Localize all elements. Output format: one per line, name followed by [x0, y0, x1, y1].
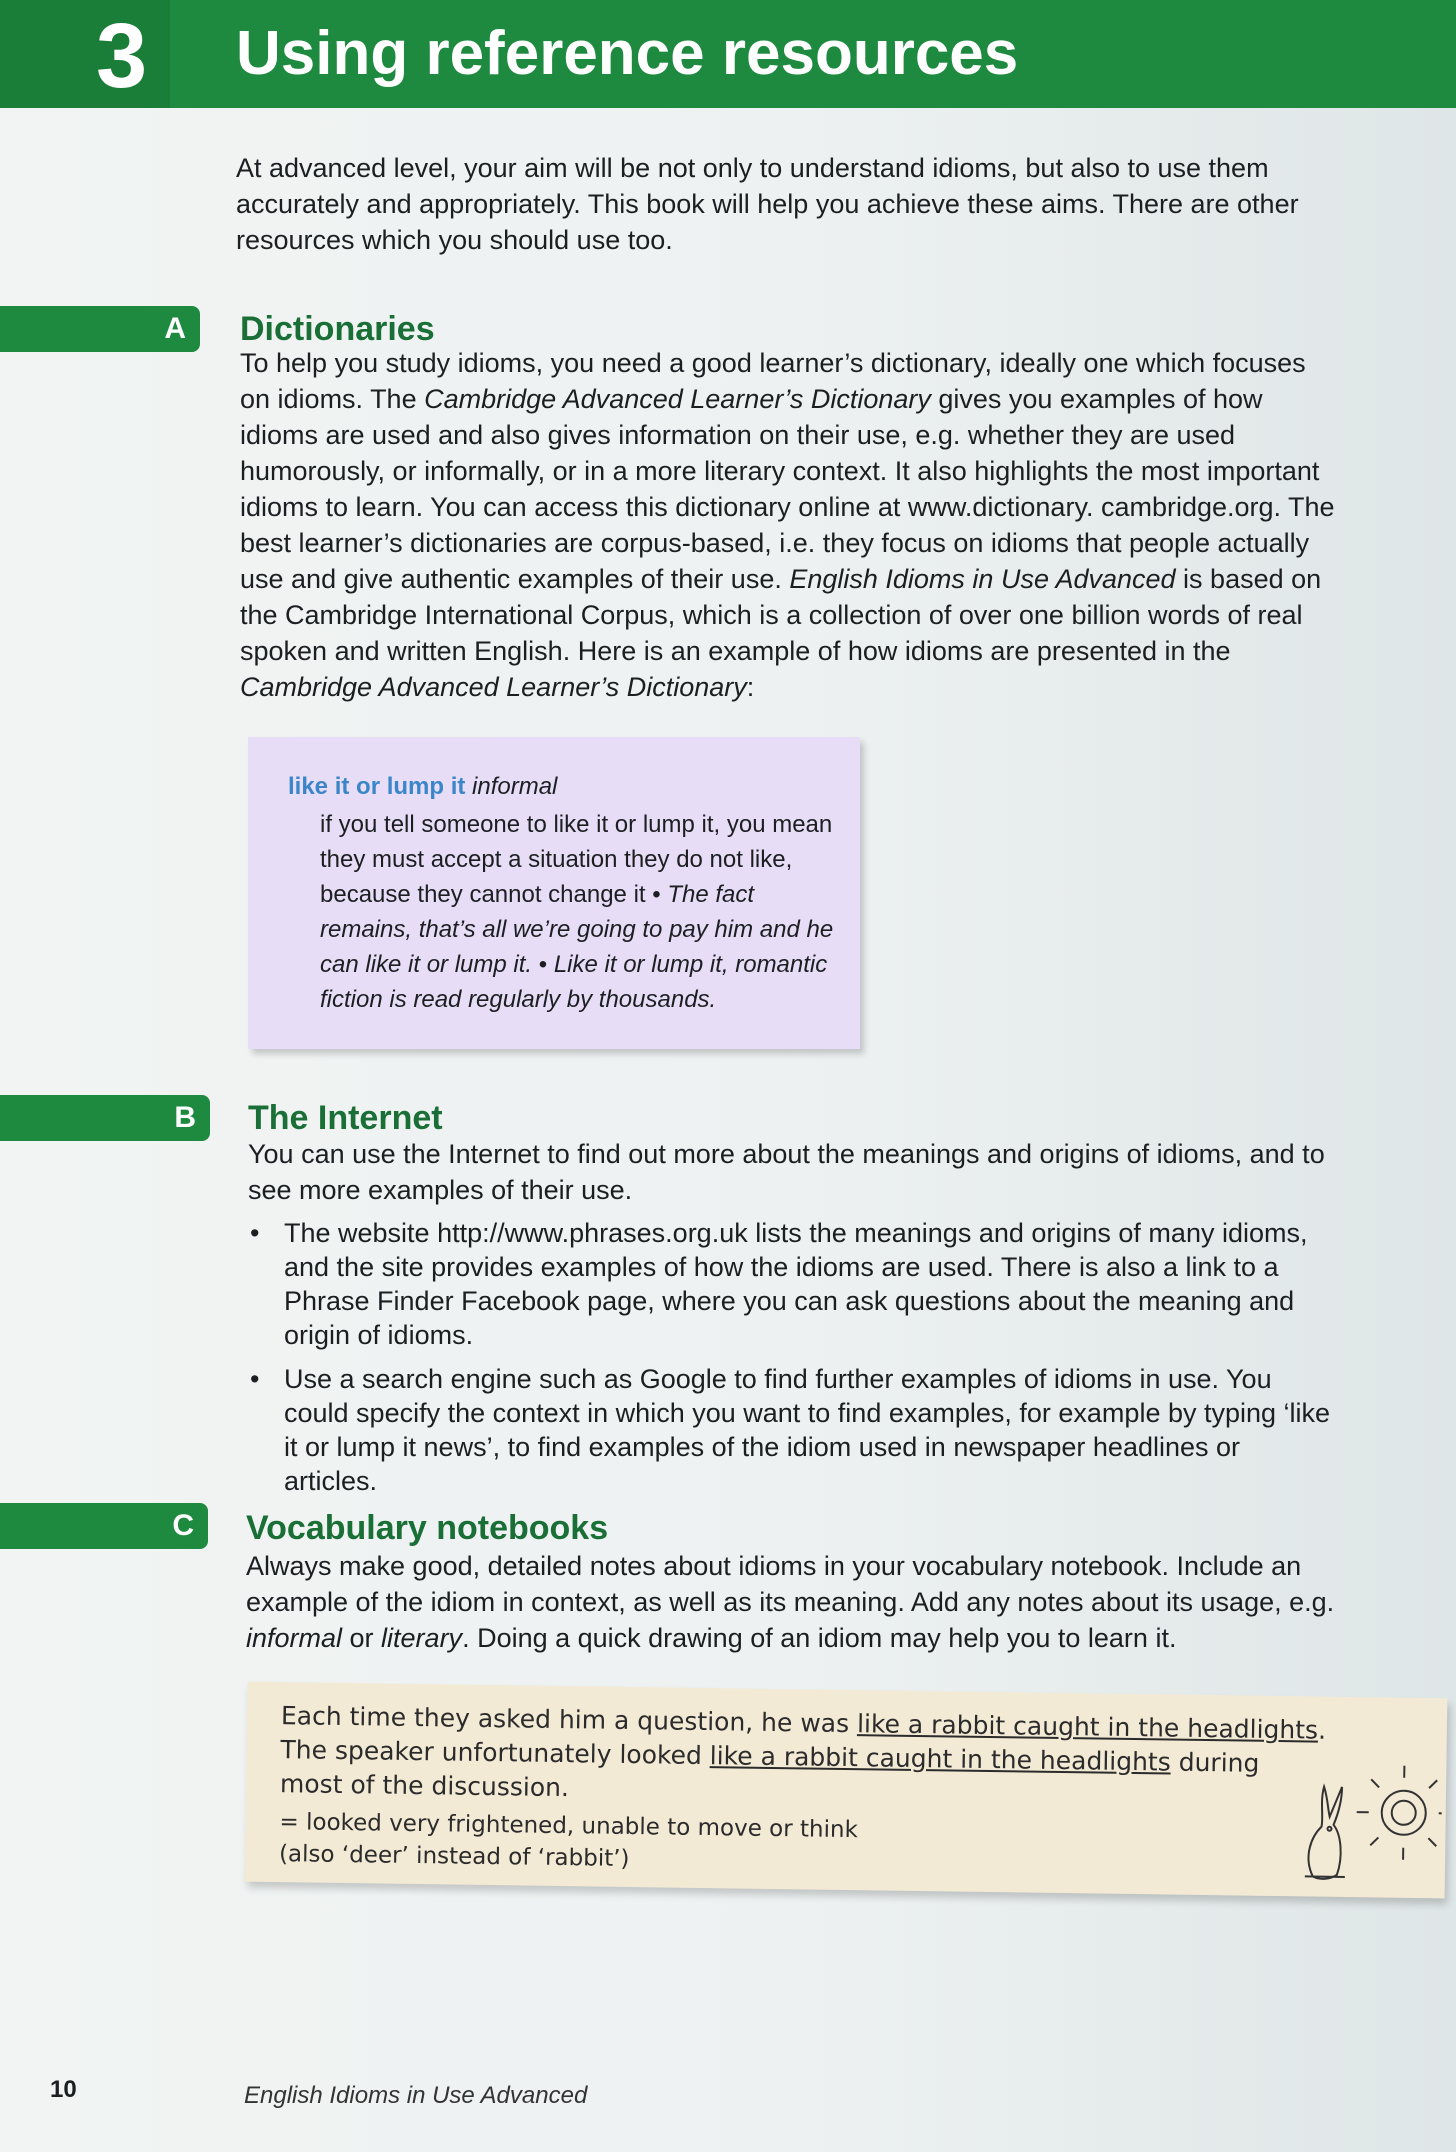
section-tab-a [0, 306, 200, 352]
notebook-note: (also ‘deer’ instead of ‘rabbit’) [278, 1841, 630, 1872]
unit-number-box [0, 0, 170, 108]
section-heading-internet: The Internet [248, 1099, 443, 1137]
section-text-dictionaries [240, 345, 1340, 705]
book-title-italic: English Idioms in Use Advanced [789, 564, 1176, 594]
bullet-icon: • [250, 1218, 260, 1248]
underlined-idiom: like a rabbit caught in the headlights [856, 1709, 1319, 1745]
register-italic: literary [381, 1623, 463, 1653]
section-heading-vocabulary-notebooks: Vocabulary notebooks [246, 1509, 609, 1547]
list-item [250, 1216, 1340, 1352]
section-tab-b [0, 1095, 210, 1141]
section-text-notebooks [246, 1548, 1356, 1656]
example-separator: • [532, 951, 554, 978]
internet-bullet-list [250, 1216, 1340, 1508]
section-tab-c [0, 1503, 208, 1549]
text-run: : [746, 672, 755, 702]
unit-number: 3 [96, 5, 148, 107]
dictionary-example: The fact remains, that’s all we’re going to pay him and he can like it or lump it. [320, 881, 834, 978]
text-run: Each time they asked him a question, he was [280, 1701, 858, 1739]
dictionary-headword: like it or lump it [288, 773, 466, 800]
unit-header [0, 0, 1456, 108]
text-run: To help you study idioms, you need a good learner’s dictionary, ideally one which focuses on idioms. The [240, 348, 1306, 414]
section-text-internet: You can use the Internet to find out more about the meanings and origins of idioms, and to see more examples of their use. [248, 1139, 1325, 1205]
dictionary-example: Like it or lump it, romantic fiction is read regularly by thousands. [320, 951, 828, 1013]
dictionary-entry-box [248, 737, 860, 1049]
dictionary-headword-line [288, 771, 557, 803]
dictionary-register-label: informal [472, 773, 558, 800]
notebook-example-box [245, 1682, 1448, 1899]
text-run: . [1317, 1715, 1327, 1745]
text-run: gives you examples of how idioms are used and also gives information on their use, e.g. whether they are used humorously, or informally, or in a more literary context. It also highlights the most important idioms to learn. You can access this dictionary online at www.dictionary. cambridge.org. The best learner’s dictionaries are corpus-based, i.e. they focus on idioms that people actually use and give authentic examples of their use. [240, 384, 1335, 594]
underlined-idiom: like a rabbit caught in the headlights [709, 1741, 1171, 1777]
register-italic: informal [246, 1623, 343, 1653]
rabbit-headlights-drawing-icon [1293, 1756, 1445, 1888]
notebook-meaning: = looked very frightened, unable to move or think [279, 1809, 859, 1844]
section-heading-dictionaries: Dictionaries [240, 310, 435, 348]
bullet-icon: • [250, 1364, 260, 1394]
text-run: during [1170, 1747, 1260, 1778]
footer-book-title: English Idioms in Use Advanced [244, 2082, 588, 2109]
text-run: or [342, 1623, 382, 1653]
book-title-italic: Cambridge Advanced Learner’s Dictionary [240, 672, 747, 702]
book-title-italic: Cambridge Advanced Learner’s Dictionary [424, 384, 931, 414]
text-run: . Doing a quick drawing of an idiom may help you to learn it. [462, 1623, 1177, 1653]
section-letter-c: C [172, 1509, 194, 1542]
bullet-text: Use a search engine such as Google to find further examples of idioms in use. You could specify the context in which you want to find examples, for example by typing ‘like it or lump it news’, to find examples of the idiom used in newspaper headlines or articles. [284, 1364, 1331, 1496]
intro-paragraph: At advanced level, your aim will be not only to understand idioms, but also to use them accurately and appropriately. This book will help you achieve these aims. There are other resources which you should use too. [236, 153, 1299, 255]
text-run: is based on the Cambridge International Corpus, which is a collection of over one billion words of real spoken and written English. Here is an example of how idioms are presented in the [240, 564, 1322, 666]
page-number: 10 [50, 2076, 77, 2103]
section-letter-b: B [174, 1101, 196, 1134]
unit-title: Using reference resources [236, 19, 1019, 88]
definition-text: if you tell someone to like it or lump it, you mean they must accept a situation they do not like, because they cannot change it • [320, 811, 833, 908]
dictionary-definition [320, 807, 840, 1017]
list-item [250, 1362, 1340, 1498]
bullet-text: The website http://www.phrases.org.uk lists the meanings and origins of many idioms, and the site provides examples of how the idioms are used. There is also a link to a Phrase Finder Facebook page, where you can ask questions about the meaning and origin of idioms. [284, 1218, 1308, 1350]
section-letter-a: A [164, 312, 186, 345]
text-run: The speaker unfortunately looked [280, 1735, 710, 1771]
notebook-line-3: most of the discussion. [279, 1769, 570, 1803]
text-run: Always make good, detailed notes about idioms in your vocabulary notebook. Include an example of the idiom in context, as well as its meaning. Add any notes about its usage, e.g. [246, 1551, 1335, 1617]
